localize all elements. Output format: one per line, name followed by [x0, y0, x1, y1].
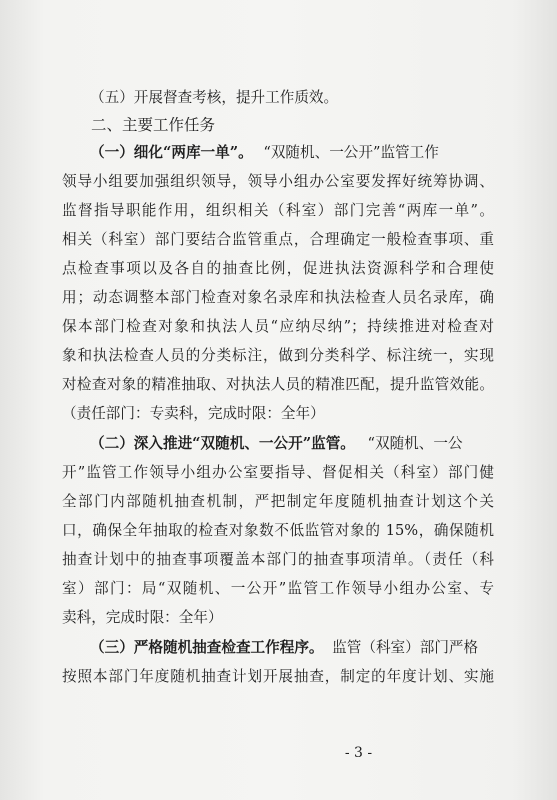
section-five-line: （五）开展督查考核，提升工作质效。 [90, 89, 339, 106]
paragraph-1-line-7: 保本部门检查对象和执法人员“应纳尽纳”；持续推进对检查对 [62, 318, 494, 335]
paragraph-1-line-6: 用；动态调整本部门检查对象名录库和执法检查人员名录库，确 [62, 289, 494, 306]
paragraph-2-line-3: 全部门内部随机抽查机制，严把制定年度随机抽查计划这个关 [62, 493, 494, 510]
paragraph-1-text: “双随机、一公开”监管工作 [263, 144, 439, 161]
paragraph-2-line-6: 室）部门：局“双随机、一公开”监管工作领导小组办公室、专 [62, 580, 494, 597]
paragraph-2-line-4: 口，确保全年抽取的检查对象数不低监管对象的 15%，确保随机 [62, 522, 494, 539]
section-heading: 二、主要工作任务 [91, 116, 216, 134]
paragraph-1-line-3: 监督指导职能作用，组织相关（科室）部门完善“两库一单”。 [62, 202, 494, 219]
paragraph-2-line-1 [90, 434, 494, 454]
paragraph-2-text: “双随机、一公 [367, 435, 463, 452]
paragraph-1-lead: （一）细化“两库一单”。 [90, 144, 253, 161]
paragraph-2-line-7: 卖科，完成时限：全年） [62, 609, 223, 626]
paragraph-1-line-8: 象和执法检查人员的分类标注，做到分类科学、标注统一，实现 [62, 347, 494, 364]
paragraph-3-lead: （三）严格随机抽查检查工作程序。 [90, 639, 324, 656]
paragraph-3-line-2: 按照本部门年度随机抽查计划开展抽查，制定的年度计划、实施 [62, 668, 494, 685]
paragraph-3-text: 监管（科室）部门严格 [332, 639, 479, 656]
paragraph-3-line-1 [90, 638, 494, 658]
paragraph-1-line-1 [90, 143, 494, 163]
paragraph-2-line-5: 抽查计划中的抽查事项覆盖本部门的抽查事项清单。（责任（科 [62, 551, 494, 568]
paragraph-1-line-10: （责任部门：专卖科，完成时限：全年） [62, 405, 325, 422]
paragraph-1-line-2: 领导小组要加强组织领导，领导小组办公室要发挥好统筹协调、 [62, 173, 494, 190]
paragraph-2-lead: （二）深入推进“双随机、一公开”监管。 [90, 435, 355, 452]
paragraph-2-line-2: 开”监管工作领导小组办公室要指导、督促相关（科室）部门健 [62, 464, 494, 481]
paragraph-1-line-4: 相关（科室）部门要结合监管重点，合理确定一般检查事项、重 [62, 231, 494, 248]
paragraph-1-line-5: 点检查事项以及各自的抽查比例，促进执法资源科学和合理使 [62, 260, 494, 277]
paragraph-1-line-9: 对检查对象的精准抽取、对执法人员的精准匹配，提升监管效能。 [62, 376, 494, 393]
page-number: - 3 - [344, 745, 373, 761]
